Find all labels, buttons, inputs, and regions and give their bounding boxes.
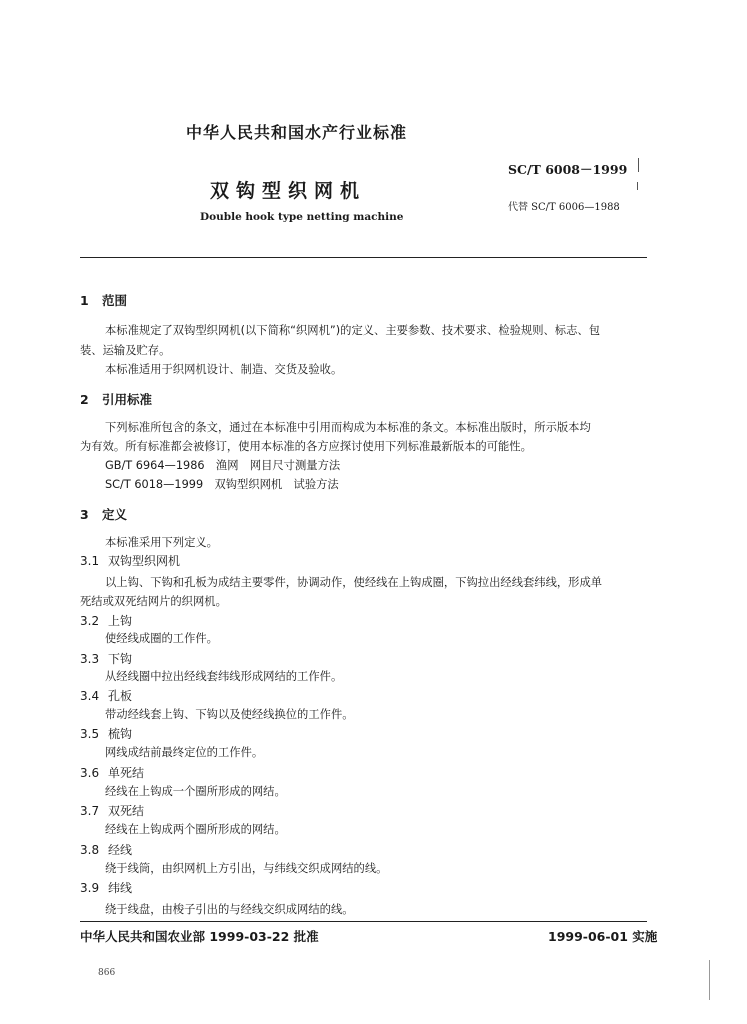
definition-heading-3-8 (80, 841, 132, 858)
definition-heading-3-5 (80, 725, 132, 742)
definition-number: 3.4 (80, 689, 100, 703)
definition-term: 下钩 (108, 652, 133, 666)
definition-number: 3.2 (80, 614, 100, 628)
definition-heading-3-7 (80, 802, 144, 819)
section-heading-1 (80, 291, 127, 309)
section-heading-3 (80, 505, 127, 523)
paragraph-line: 为有效。所有标准都会被修订，使用本标准的各方应探讨使用下列标准最新版本的可能性。 (80, 440, 532, 453)
definition-number: 3.9 (80, 881, 100, 895)
definition-text: 从经线圈中拉出经线套纬线形成网结的工作件。 (105, 670, 343, 683)
replaced-standard: 代替 SC/T 6006—1988 (508, 202, 620, 213)
definition-term: 双钩型织网机 (108, 554, 181, 568)
paragraph-line: 下列标准所包含的条文，通过在本标准中引用而构成为本标准的条文。本标准出版时，所示版本均 (105, 421, 591, 434)
approval-statement: 中华人民共和国农业部 1999-03-22 批准 (80, 929, 319, 944)
definition-number: 3.1 (80, 554, 100, 568)
paragraph-line: 本标准适用于织网机设计、制造、交货及验收。 (105, 363, 343, 376)
footer-divider (80, 921, 647, 922)
standard-title-english: Double hook type netting machine (200, 211, 404, 223)
definition-term: 经线 (108, 843, 133, 857)
definition-term: 上钩 (108, 614, 133, 628)
definition-term: 纬线 (108, 881, 133, 895)
standard-code: SC/T 6008－1999 (508, 162, 628, 177)
implementation-date: 1999-06-01 实施 (548, 929, 658, 944)
definition-text: 网线成结前最终定位的工作件。 (105, 746, 264, 759)
definition-number: 3.7 (80, 804, 100, 818)
definition-term: 梳钩 (108, 727, 133, 741)
definition-heading-3-1 (80, 552, 180, 569)
definition-number: 3.5 (80, 727, 100, 741)
section-title: 引用标准 (102, 392, 153, 407)
definition-text: 经线在上钩成一个圈所形成的网结。 (105, 785, 286, 798)
section-title: 范围 (102, 293, 128, 308)
definition-term: 单死结 (108, 766, 145, 780)
standard-organization: 中华人民共和国水产行业标准 (186, 123, 408, 142)
definition-text: 绕于线盘，由梭子引出的与经线交织成网结的线。 (105, 903, 354, 916)
definition-heading-3-9 (80, 879, 132, 896)
reference-line: SC/T 6018—1999 双钩型织网机 试验方法 (105, 478, 339, 491)
definition-heading-3-2 (80, 612, 132, 629)
definition-number: 3.3 (80, 652, 100, 666)
page-number: 866 (98, 968, 116, 978)
header-divider (80, 257, 647, 258)
reference-line: GB/T 6964—1986 渔网 网目尺寸测量方法 (105, 459, 341, 472)
section-intro: 本标准采用下列定义。 (105, 536, 218, 549)
definition-text: 经线在上钩成两个圈所形成的网结。 (105, 823, 286, 836)
section-title: 定义 (102, 507, 128, 522)
section-heading-2 (80, 390, 152, 408)
definition-text: 以上钩、下钩和孔板为成结主要零件，协调动作，使经线在上钩成圈，下钩拉出经线套纬线，形成单 (105, 576, 603, 589)
definition-text: 死结或双死结网片的织网机。 (80, 595, 227, 608)
definition-number: 3.6 (80, 766, 100, 780)
definition-heading-3-4 (80, 687, 132, 704)
section-number: 1 (80, 293, 89, 308)
definition-term: 双死结 (108, 804, 145, 818)
standard-title: 双钩型织网机 (210, 180, 367, 202)
paragraph-line: 装、运输及贮存。 (80, 344, 171, 357)
scan-mark (709, 960, 710, 1000)
definition-heading-3-6 (80, 764, 144, 781)
definition-text: 使经线成圈的工作件。 (105, 632, 218, 645)
section-number: 3 (80, 507, 89, 522)
definition-term: 孔板 (108, 689, 133, 703)
definition-heading-3-3 (80, 650, 132, 667)
paragraph-line: 本标准规定了双钩型织网机(以下简称“织网机”)的定义、主要参数、技术要求、检验规则、标志、包 (105, 324, 600, 337)
scan-mark (637, 182, 638, 190)
definition-text: 带动经线套上钩、下钩以及使经线换位的工作件。 (105, 708, 354, 721)
section-number: 2 (80, 392, 89, 407)
definition-text: 绕于线筒，由织网机上方引出，与纬线交织成网结的线。 (105, 862, 388, 875)
definition-number: 3.8 (80, 843, 100, 857)
scan-mark (638, 158, 639, 172)
